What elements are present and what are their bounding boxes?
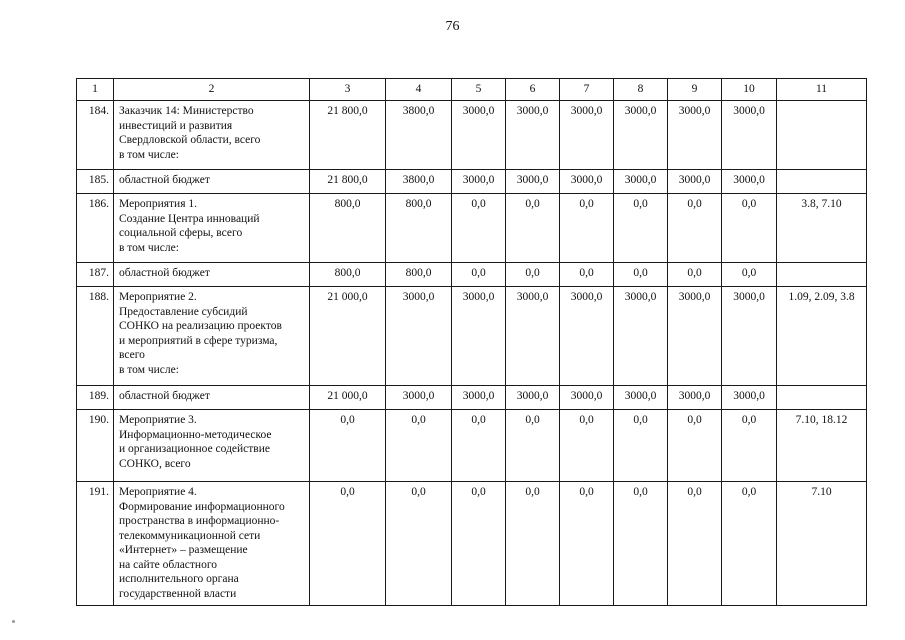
row-value-cell: 0,0 <box>668 263 722 287</box>
row-name-line: Мероприятие 4. <box>119 486 197 498</box>
row-name-line: пространства в информационно- <box>119 515 280 527</box>
row-name-line: исполнительного органа <box>119 573 239 585</box>
row-name-cell <box>114 287 310 386</box>
row-name-line: Мероприятия 1. <box>119 198 197 210</box>
row-value-cell: 0,0 <box>614 410 668 482</box>
row-value-cell: 3000,0 <box>452 101 506 170</box>
table-row <box>77 482 867 606</box>
row-name-line: СОНКО на реализацию проектов <box>119 320 282 332</box>
table-header-row <box>77 79 867 101</box>
row-value-cell: 3000,0 <box>668 386 722 410</box>
row-value-cell: 3000,0 <box>560 101 614 170</box>
row-value-cell: 3000,0 <box>452 170 506 194</box>
row-value-cell: 0,0 <box>614 482 668 606</box>
row-value-cell: 3000,0 <box>614 101 668 170</box>
row-value-cell: 0,0 <box>452 263 506 287</box>
row-reference-cell <box>777 170 867 194</box>
header-cell: 8 <box>614 79 668 101</box>
row-number-cell: 184. <box>77 101 114 170</box>
row-number-cell: 190. <box>77 410 114 482</box>
row-reference-cell: 1.09, 2.09, 3.8 <box>777 287 867 386</box>
row-reference-cell: 7.10, 18.12 <box>777 410 867 482</box>
row-value-cell: 800,0 <box>386 263 452 287</box>
row-value-cell: 3000,0 <box>614 386 668 410</box>
row-value-cell: 3000,0 <box>506 386 560 410</box>
row-value-cell: 3000,0 <box>560 170 614 194</box>
budget-table <box>76 78 867 606</box>
row-name-cell <box>114 410 310 482</box>
row-name-line: «Интернет» – размещение <box>119 544 248 556</box>
row-name-line: на сайте областного <box>119 558 218 571</box>
row-name-line: Формирование информационного <box>119 500 285 513</box>
row-number-cell: 189. <box>77 386 114 410</box>
row-name-line: Мероприятие 2. <box>119 291 197 303</box>
row-value-cell: 0,0 <box>722 194 777 263</box>
row-name-line: Свердловской области, всего <box>119 134 261 146</box>
row-value-cell: 0,0 <box>506 482 560 606</box>
row-name-cell <box>114 386 310 410</box>
row-name-line: всего <box>119 349 145 361</box>
row-value-cell: 0,0 <box>668 194 722 263</box>
row-value-cell: 0,0 <box>452 194 506 263</box>
row-value-cell: 0,0 <box>310 482 386 606</box>
row-value-cell: 0,0 <box>614 263 668 287</box>
header-cell: 2 <box>114 79 310 101</box>
row-number-cell: 188. <box>77 287 114 386</box>
row-name-line: Создание Центра инноваций <box>119 212 260 225</box>
row-value-cell: 3000,0 <box>614 170 668 194</box>
row-number-cell: 191. <box>77 482 114 606</box>
header-cell: 1 <box>77 79 114 101</box>
row-name-line: областной бюджет <box>119 390 210 402</box>
row-value-cell: 0,0 <box>560 410 614 482</box>
row-value-cell: 3000,0 <box>452 386 506 410</box>
row-value-cell: 0,0 <box>560 194 614 263</box>
row-value-cell: 800,0 <box>386 194 452 263</box>
row-name-cell <box>114 263 310 287</box>
row-value-cell: 3000,0 <box>722 170 777 194</box>
row-value-cell: 3000,0 <box>506 170 560 194</box>
row-reference-cell: 7.10 <box>777 482 867 606</box>
row-reference-cell: 3.8, 7.10 <box>777 194 867 263</box>
row-value-cell: 3000,0 <box>506 101 560 170</box>
row-value-cell: 3000,0 <box>722 386 777 410</box>
row-name-line: Заказчик 14: Министерство <box>119 105 254 117</box>
row-value-cell: 0,0 <box>614 194 668 263</box>
row-value-cell: 21 800,0 <box>310 170 386 194</box>
row-value-cell: 3800,0 <box>386 101 452 170</box>
table-row <box>77 101 867 170</box>
row-value-cell: 0,0 <box>310 410 386 482</box>
row-name-line: и мероприятий в сфере туризма, <box>119 334 278 347</box>
row-value-cell: 0,0 <box>722 482 777 606</box>
row-reference-cell <box>777 101 867 170</box>
header-cell: 9 <box>668 79 722 101</box>
table-row <box>77 410 867 482</box>
row-value-cell: 3000,0 <box>668 287 722 386</box>
row-name-line: СОНКО, всего <box>119 457 191 470</box>
row-name-line: социальной сферы, всего <box>119 227 243 239</box>
row-value-cell: 800,0 <box>310 194 386 263</box>
table-row <box>77 287 867 386</box>
row-value-cell: 0,0 <box>668 482 722 606</box>
row-value-cell: 0,0 <box>452 410 506 482</box>
row-value-cell: 800,0 <box>310 263 386 287</box>
row-value-cell: 3000,0 <box>386 287 452 386</box>
row-name-cell <box>114 194 310 263</box>
row-reference-cell <box>777 263 867 287</box>
row-value-cell: 3000,0 <box>506 287 560 386</box>
row-value-cell: 3000,0 <box>722 287 777 386</box>
row-value-cell: 0,0 <box>506 410 560 482</box>
row-value-cell: 3800,0 <box>386 170 452 194</box>
table-row <box>77 194 867 263</box>
row-value-cell: 0,0 <box>560 263 614 287</box>
row-number-cell: 185. <box>77 170 114 194</box>
row-name-line: в том числе: <box>119 363 179 376</box>
row-value-cell: 3000,0 <box>722 101 777 170</box>
row-reference-cell <box>777 386 867 410</box>
row-value-cell: 0,0 <box>560 482 614 606</box>
row-value-cell: 3000,0 <box>560 287 614 386</box>
row-number-cell: 186. <box>77 194 114 263</box>
row-value-cell: 3000,0 <box>668 101 722 170</box>
row-name-line: в том числе: <box>119 148 179 161</box>
row-name-line: Информационно-методическое <box>119 428 272 441</box>
row-value-cell: 3000,0 <box>668 170 722 194</box>
row-value-cell: 3000,0 <box>452 287 506 386</box>
table-row <box>77 170 867 194</box>
table-row <box>77 386 867 410</box>
row-number-cell: 187. <box>77 263 114 287</box>
row-name-line: областной бюджет <box>119 267 210 279</box>
row-value-cell: 0,0 <box>722 263 777 287</box>
row-name-line: Мероприятие 3. <box>119 414 197 426</box>
row-name-line: Предоставление субсидий <box>119 305 248 318</box>
header-cell: 3 <box>310 79 386 101</box>
row-value-cell: 3000,0 <box>614 287 668 386</box>
row-name-cell <box>114 101 310 170</box>
page-number: 76 <box>445 19 460 34</box>
row-value-cell: 0,0 <box>668 410 722 482</box>
header-cell: 5 <box>452 79 506 101</box>
scan-speck <box>12 620 15 623</box>
row-value-cell: 0,0 <box>506 194 560 263</box>
row-name-cell <box>114 482 310 606</box>
row-value-cell: 21 000,0 <box>310 386 386 410</box>
row-value-cell: 0,0 <box>722 410 777 482</box>
row-value-cell: 21 000,0 <box>310 287 386 386</box>
header-cell: 6 <box>506 79 560 101</box>
row-name-line: в том числе: <box>119 241 179 254</box>
table-row <box>77 263 867 287</box>
row-value-cell: 0,0 <box>506 263 560 287</box>
row-value-cell: 21 800,0 <box>310 101 386 170</box>
row-value-cell: 3000,0 <box>386 386 452 410</box>
row-name-line: областной бюджет <box>119 174 210 186</box>
row-name-cell <box>114 170 310 194</box>
row-value-cell: 0,0 <box>386 482 452 606</box>
row-name-line: телекоммуникационной сети <box>119 529 261 542</box>
row-value-cell: 0,0 <box>386 410 452 482</box>
header-cell: 4 <box>386 79 452 101</box>
row-value-cell: 0,0 <box>452 482 506 606</box>
row-value-cell: 3000,0 <box>560 386 614 410</box>
header-cell: 11 <box>777 79 867 101</box>
row-name-line: государственной власти <box>119 587 237 600</box>
row-name-line: инвестиций и развития <box>119 119 233 132</box>
header-cell: 10 <box>722 79 777 101</box>
row-name-line: и организационное содействие <box>119 443 270 455</box>
header-cell: 7 <box>560 79 614 101</box>
